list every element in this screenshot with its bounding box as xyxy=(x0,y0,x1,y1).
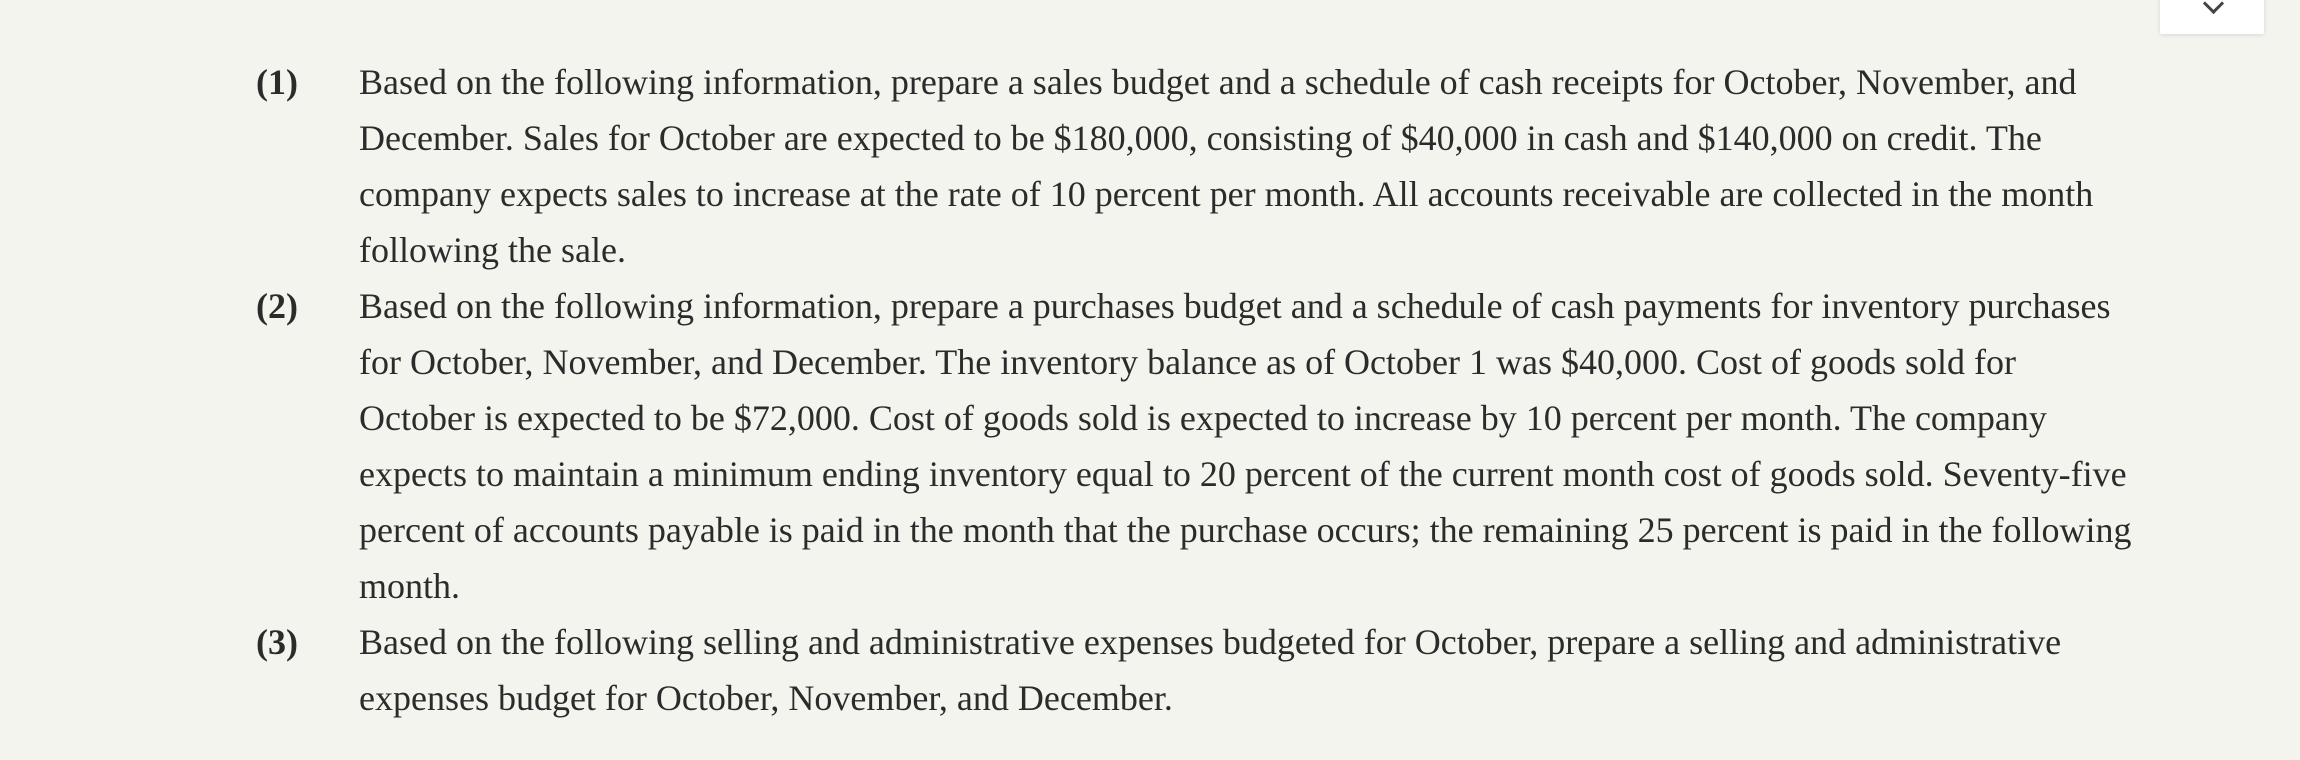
problem-item-3 xyxy=(256,614,2136,726)
problem-text: Based on the following information, prepare a purchases budget and a schedule of cash payments for inventory purchases for October, November, and December. The inventory balance as of October 1 was $40,000. Cost of goods sold for October is expected to be $72,000. Cost of goods sold is expected to increase by 10 percent per month. The company expects to maintain a minimum ending inventory equal to 20 percent of the current month cost of goods sold. Seventy-five percent of accounts payable is paid in the month that the purchase occurs; the remaining 25 percent is paid in the following month. xyxy=(359,286,2132,606)
problem-text: Based on the following selling and administrative expenses budgeted for October, prepare a selling and administrative expenses budget for October, November, and December. xyxy=(359,622,2062,718)
corner-collapse-button[interactable] xyxy=(2160,0,2264,34)
problem-text: Based on the following information, prepare a sales budget and a schedule of cash receipts for October, November, and December. Sales for October are expected to be $180,000, consisting of $40,000 in cash and $140,000 on credit. The company expects sales to increase at the rate of 10 percent per month. All accounts receivable are collected in the month following the sale. xyxy=(359,62,2094,270)
problem-item-2 xyxy=(256,278,2136,614)
problem-number: (3) xyxy=(256,622,298,662)
problem-number: (1) xyxy=(256,62,298,102)
problem-number: (2) xyxy=(256,286,298,326)
problem-item-1 xyxy=(256,54,2136,278)
chevron-icon xyxy=(2203,0,2224,14)
problem-list xyxy=(256,54,2136,726)
